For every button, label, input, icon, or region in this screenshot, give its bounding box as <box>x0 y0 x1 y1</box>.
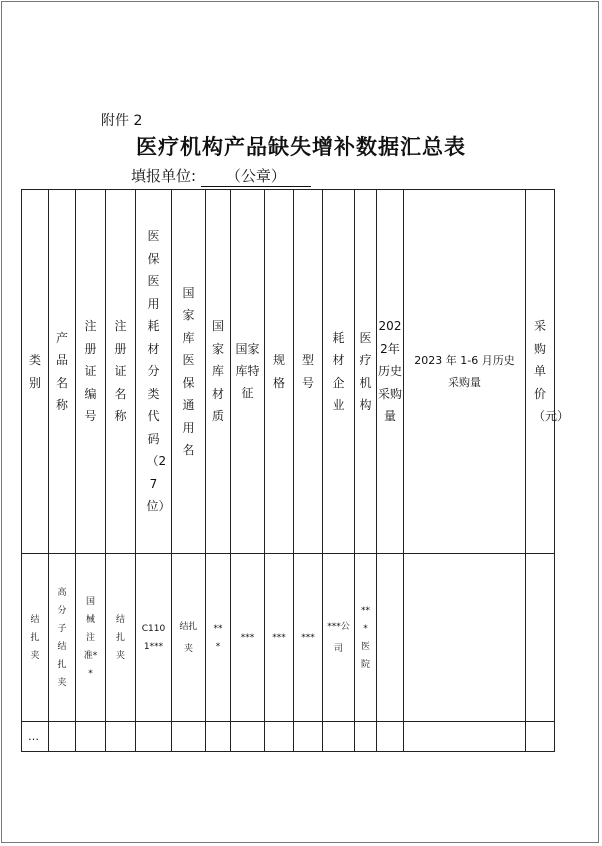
header-row <box>22 190 555 554</box>
cell-empty <box>265 722 294 752</box>
cell-reg-number: 国械注准** <box>76 554 106 722</box>
header-company: 耗材企业 <box>323 190 355 554</box>
header-reg-number: 注册证编号 <box>76 190 106 554</box>
cell-institution: ***医院 <box>355 554 377 722</box>
cell-empty <box>76 722 106 752</box>
cell-product-name: 高分子结扎夹 <box>49 554 76 722</box>
cell-reg-name: 结扎夹 <box>106 554 136 722</box>
cell-empty <box>323 722 355 752</box>
cell-empty <box>526 722 555 752</box>
cell-model: *** <box>294 554 323 722</box>
cell-empty <box>172 722 206 752</box>
header-institution: 医疗机构 <box>355 190 377 554</box>
cell-empty <box>106 722 136 752</box>
header-product-name: 产品名称 <box>49 190 76 554</box>
cell-material: *** <box>206 554 231 722</box>
header-class-code: 医保医用耗材分类代码（27位） <box>136 190 172 554</box>
cell-ellipsis: … <box>22 722 49 752</box>
cell-category: 结扎夹 <box>22 554 49 722</box>
cell-empty <box>294 722 323 752</box>
cell-empty <box>136 722 172 752</box>
header-material: 国家库材质 <box>206 190 231 554</box>
cell-2022-volume <box>377 554 404 722</box>
cell-empty <box>231 722 265 752</box>
attachment-label: 附件 2 <box>101 113 143 129</box>
cell-empty <box>206 722 231 752</box>
cell-unit-price <box>526 554 555 722</box>
table-row <box>22 554 555 722</box>
summary-table <box>21 189 570 752</box>
fill-unit-label: 填报单位: <box>131 167 197 185</box>
header-feature: 国家库特征 <box>231 190 265 554</box>
cell-empty <box>404 722 526 752</box>
header-category: 类别 <box>22 190 49 554</box>
header-model: 型号 <box>294 190 323 554</box>
cell-empty <box>377 722 404 752</box>
header-generic-name: 国家库医保通用名 <box>172 190 206 554</box>
cell-company: ***公司 <box>323 554 355 722</box>
cell-spec: *** <box>265 554 294 722</box>
cell-empty <box>49 722 76 752</box>
cell-2023-volume <box>404 554 526 722</box>
fill-unit-line <box>131 165 311 187</box>
header-reg-name: 注册证名称 <box>106 190 136 554</box>
cell-class-code: C1101*** <box>136 554 172 722</box>
cell-generic-name: 结扎夹 <box>172 554 206 722</box>
header-2023-volume: 2023 年 1-6 月历史采购量 <box>404 190 526 554</box>
table-row-ellipsis <box>22 722 555 752</box>
header-unit-price: 采购单价（元） <box>526 190 555 554</box>
header-spec: 规格 <box>265 190 294 554</box>
cell-empty <box>355 722 377 752</box>
page-title: 医疗机构产品缺失增补数据汇总表 <box>136 134 466 159</box>
header-2022-volume: 2022年历史采购量 <box>377 190 404 554</box>
fill-unit-value: （公章） <box>201 165 311 187</box>
cell-feature: *** <box>231 554 265 722</box>
